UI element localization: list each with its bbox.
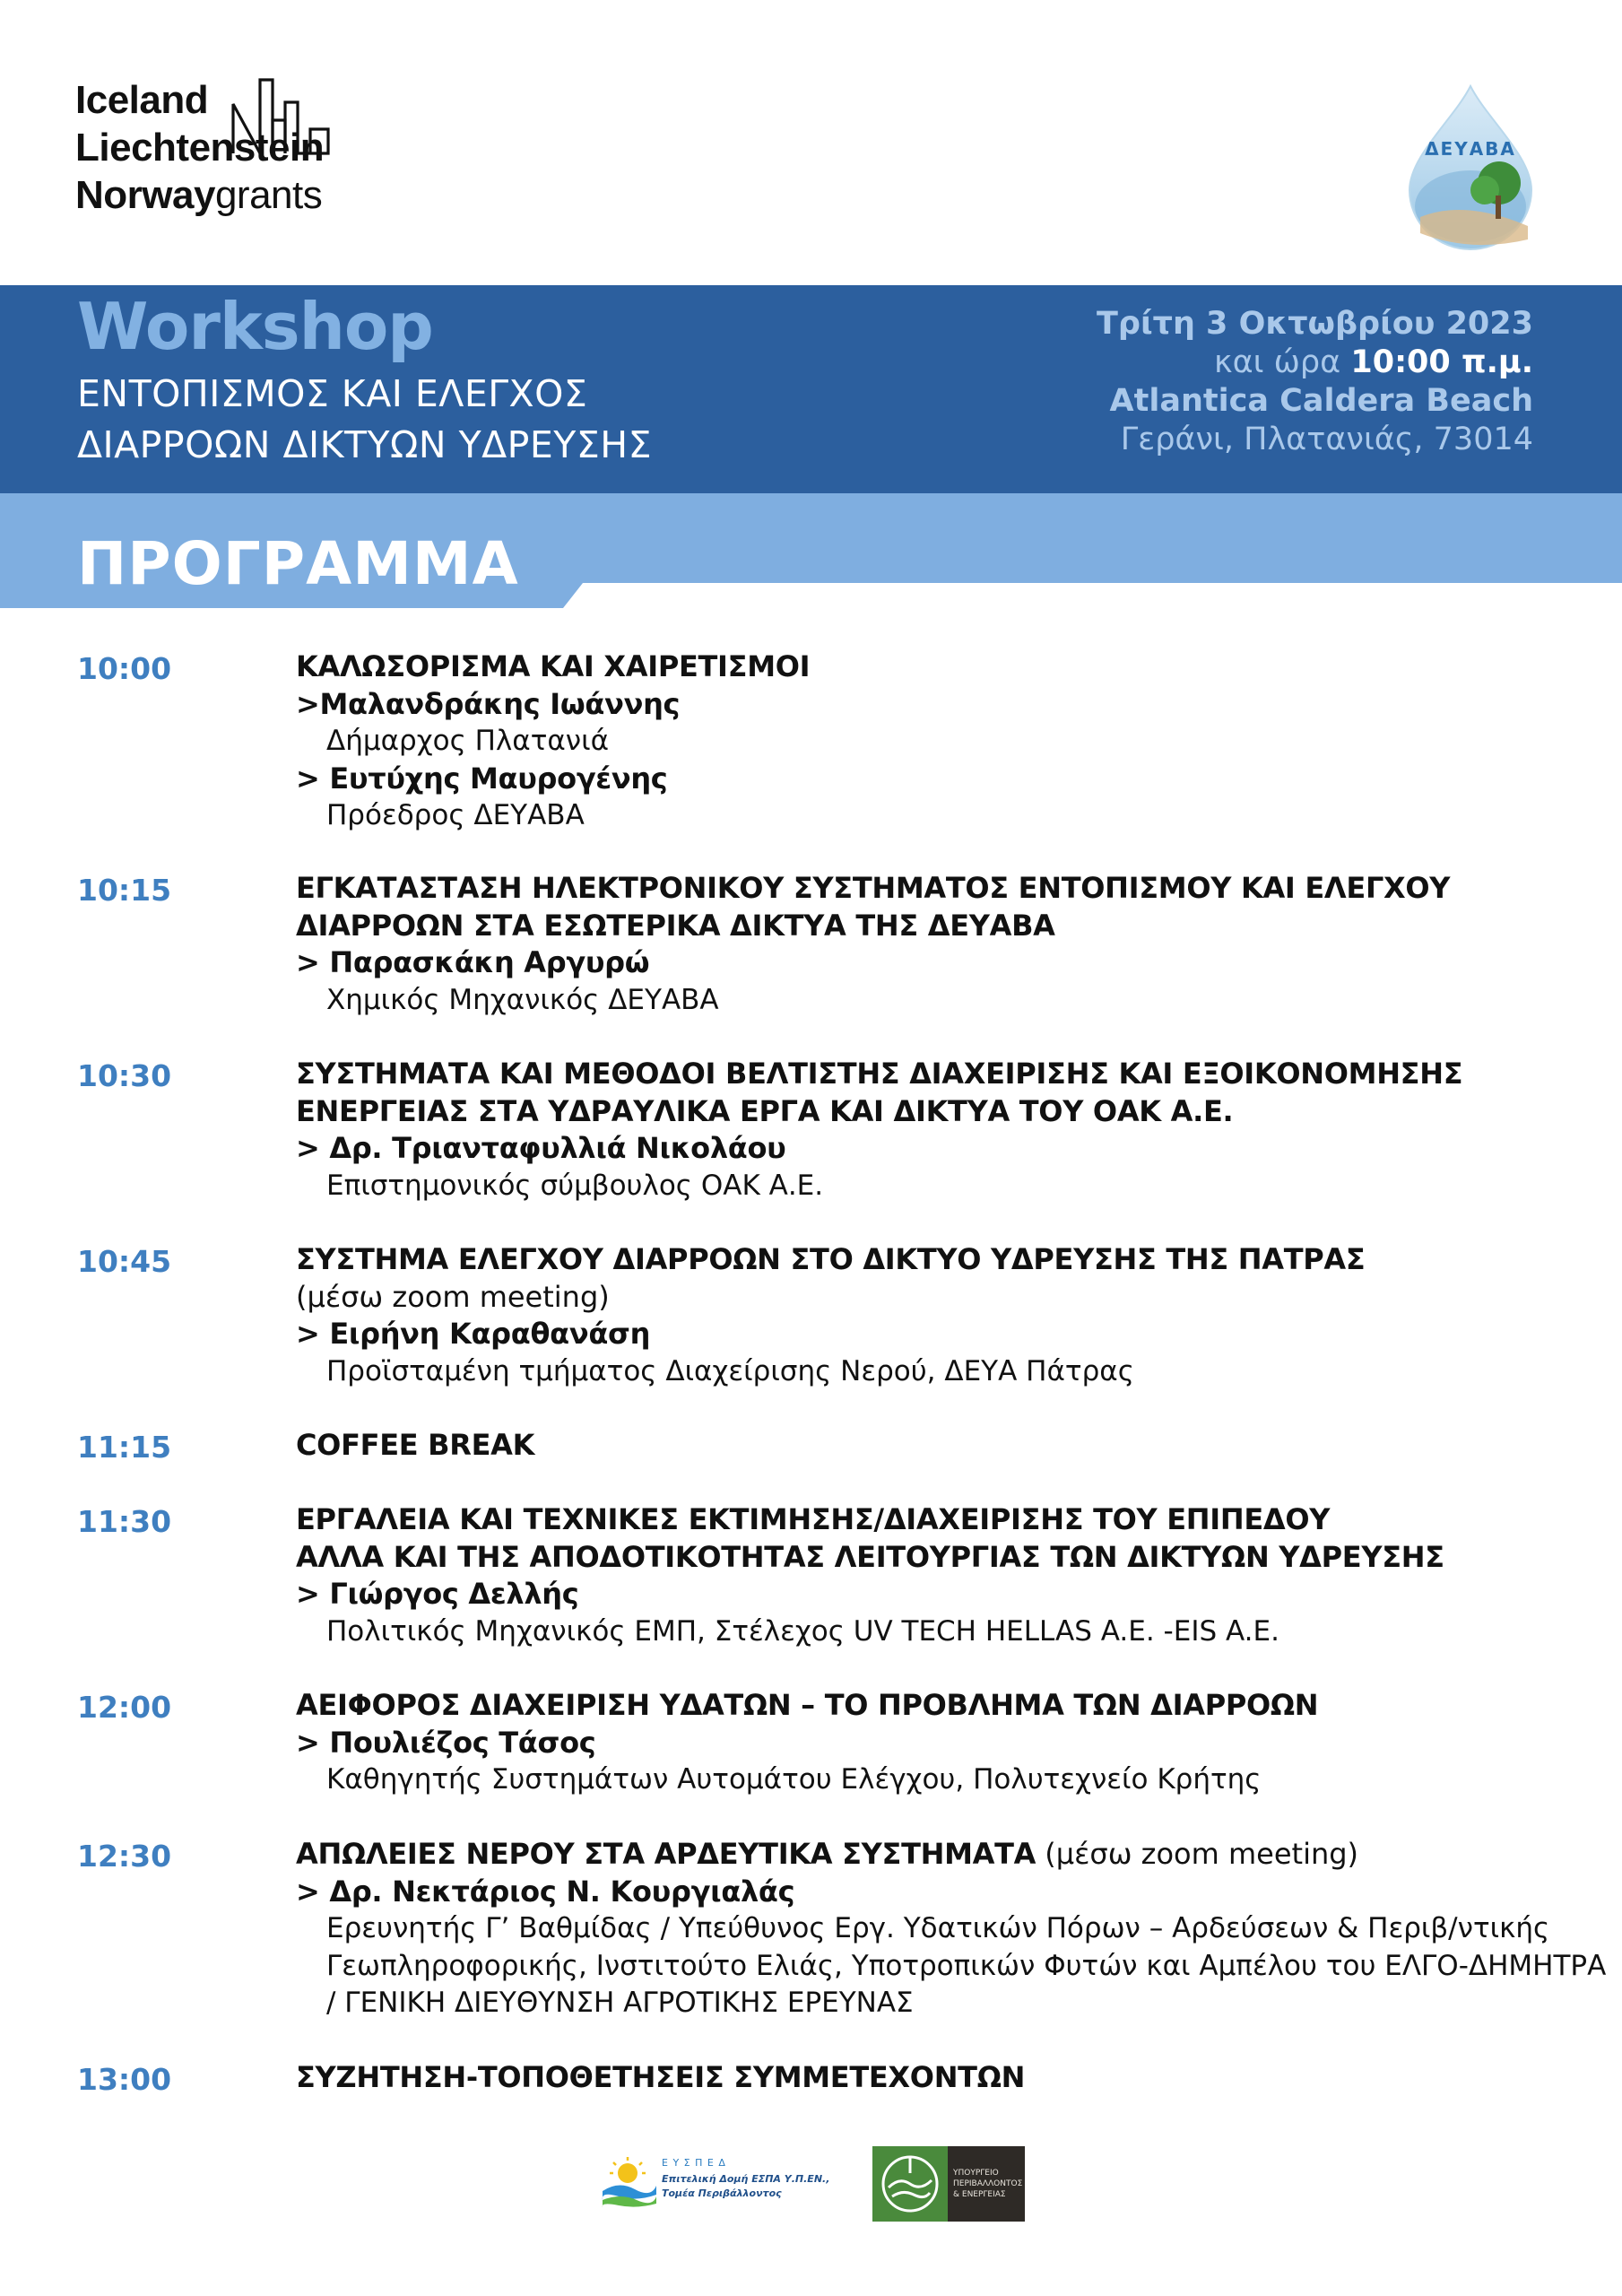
session-title: ΕΓΚΑΤΑΣΤΑΣΗ ΗΛΕΚΤΡΟΝΙΚΟΥ ΣΥΣΤΗΜΑΤΟΣ ΕΝΤΟΠΙΣΜΟΥ ΚΑΙ ΕΛΕΓΧΟΥ xyxy=(296,871,1451,905)
time-slot: 10:00 xyxy=(77,651,172,686)
speaker-role: Καθηγητής Συστημάτων Αυτομάτου Ελέγχου, Πολυτεχνείο Κρήτης xyxy=(326,1763,1262,1796)
session-title: ΕΝΕΡΓΕΙΑΣ ΣΤΑ ΥΔΡΑΥΛΙΚΑ ΕΡΓΑ ΚΑΙ ΔΙΚΤΥΑ ΤΟΥ ΟΑΚ Α.Ε. xyxy=(296,1093,1234,1128)
session-title: COFFEE BREAK xyxy=(296,1428,535,1462)
eyspepd-logo-line3: Τομέα Περιβάλλοντος xyxy=(662,2187,782,2199)
time-slot: 10:45 xyxy=(77,1244,172,1279)
speaker-name: > Δρ. Τριανταφυλλιά Νικολάου xyxy=(296,1131,786,1165)
session-title: ΣΥΣΤΗΜΑ ΕΛΕΓΧΟΥ ΔΙΑΡΡΟΩΝ ΣΤΟ ΔΙΚΤΥΟ ΥΔΡΕΥΣΗΣ ΤΗΣ ΠΑΤΡΑΣ xyxy=(296,1242,1366,1276)
session-note: (μέσω zoom meeting) xyxy=(1036,1837,1359,1871)
time-slot: 12:30 xyxy=(77,1839,172,1874)
speaker-name: > Πουλιέζος Τάσος xyxy=(296,1725,596,1760)
ministry-logo-text xyxy=(953,2168,1022,2200)
schedule-item xyxy=(296,648,1587,835)
ministry-logo xyxy=(872,2146,1025,2222)
speaker-role: Ερευνητής Γ’ Βαθμίδας / Υπεύθυνος Εργ. Υδατικών Πόρων – Αρδεύσεων & Περιβ/ντικής xyxy=(326,1912,1550,1944)
time-slot: 12:00 xyxy=(77,1690,172,1725)
speaker-name: >Μαλανδράκης Ιωάννης xyxy=(296,686,681,721)
session-title: ΣΥΖΗΤΗΣΗ-ΤΟΠΟΘΕΤΗΣΕΙΣ ΣΥΜΜΕΤΕΧΟΝΤΩΝ xyxy=(296,2060,1026,2094)
session-title: ΣΥΣΤΗΜΑΤΑ ΚΑΙ ΜΕΘΟΔΟΙ ΒΕΛΤΙΣΤΗΣ ΔΙΑΧΕΙΡΙΣΗΣ ΚΑΙ ΕΞΟΙΚΟΝΟΜΗΣΗΣ xyxy=(296,1057,1463,1091)
deyaba-logo xyxy=(1402,83,1539,253)
schedule-item xyxy=(296,2059,1587,2097)
schedule-item xyxy=(296,1056,1587,1205)
workshop-title: Workshop xyxy=(77,289,433,364)
ministry-logo-line3: & ΕΝΕΡΓΕΙΑΣ xyxy=(953,2190,1006,2199)
speaker-role: Γεωπληροφορικής, Ινστιτούτο Ελιάς, Υποτροπικών Φυτών και Αμπέλου του ΕΛΓΟ-ΔΗΜΗΤΡΑ xyxy=(326,1949,1607,1982)
speaker-role: Δήμαρχος Πλατανιά xyxy=(326,725,610,757)
speaker-role: Πολιτικός Μηχανικός ΕΜΠ, Στέλεχος UV TECH HELLAS A.E. -EIS A.E. xyxy=(326,1614,1279,1648)
event-address: Γεράνι, Πλατανιάς, 73014 xyxy=(1120,422,1533,457)
eyspepd-logo-line2: Επιτελική Δομή ΕΣΠΑ Υ.Π.ΕΝ., xyxy=(662,2173,830,2185)
event-time xyxy=(1214,344,1533,380)
event-time-prefix: και ώρα xyxy=(1213,344,1341,380)
session-title: ΔΙΑΡΡΟΩΝ ΣΤΑ ΕΣΩΤΕΡΙΚΑ ΔΙΚΤΥΑ ΤΗΣ ΔΕΥΑΒΑ xyxy=(296,908,1055,943)
grants-logo-line3-light: grants xyxy=(214,173,323,217)
schedule-item xyxy=(296,870,1587,1019)
speaker-role: Προϊσταμένη τμήματος Διαχείρισης Νερού, ΔΕΥΑ Πάτρας xyxy=(326,1354,1134,1387)
time-slot: 10:30 xyxy=(77,1058,172,1093)
grants-logo-line1: Iceland xyxy=(75,78,209,122)
ministry-logo-line2: ΠΕΡΙΒΑΛΛΟΝΤΟΣ xyxy=(953,2179,1023,2188)
schedule-item xyxy=(296,1241,1587,1390)
speaker-name: > Δρ. Νεκτάριος Ν. Κουργιαλάς xyxy=(296,1874,795,1909)
speaker-role: Πρόεδρος ΔΕΥΑΒΑ xyxy=(326,799,585,831)
speaker-name: > Παρασκάκη Αργυρώ xyxy=(296,945,650,979)
ministry-emblem-icon xyxy=(872,2146,948,2222)
session-title: ΕΡΓΑΛΕΙΑ ΚΑΙ ΤΕΧΝΙΚΕΣ ΕΚΤΙΜΗΣΗΣ/ΔΙΑΧΕΙΡΙΣΗΣ ΤΟΥ ΕΠΙΠΕΔΟΥ xyxy=(296,1502,1331,1536)
program-heading: ΠΡΟΓΡΑΜΜΑ xyxy=(77,529,519,598)
schedule-item xyxy=(296,1836,1607,2022)
speaker-name: > Ευτύχης Μαυρογένης xyxy=(296,761,668,796)
schedule-item xyxy=(296,1427,1587,1465)
event-time-value: 10:00 π.μ. xyxy=(1350,344,1533,380)
grants-building-icon xyxy=(230,77,333,158)
workshop-subtitle-line2: ΔΙΑΡΡΟΩΝ ΔΙΚΤΥΩΝ ΥΔΡΕΥΣΗΣ xyxy=(77,423,652,466)
speaker-role: Χημικός Μηχανικός ΔΕΥΑΒΑ xyxy=(326,983,719,1016)
event-date: Τρίτη 3 Οκτωβρίου 2023 xyxy=(1097,306,1533,342)
speaker-name: > Γιώργος Δελλής xyxy=(296,1577,579,1611)
session-note: (μέσω zoom meeting) xyxy=(296,1279,610,1314)
session-title: ΚΑΛΩΣΟΡΙΣΜΑ ΚΑΙ ΧΑΙΡΕΤΙΣΜΟΙ xyxy=(296,649,811,683)
water-drop-tree-logo-icon xyxy=(1402,83,1539,253)
speaker-role: Επιστημονικός σύμβουλος ΟΑΚ Α.Ε. xyxy=(326,1169,824,1202)
time-slot: 10:15 xyxy=(77,873,172,908)
time-slot: 13:00 xyxy=(77,2062,172,2097)
deyaba-logo-text: ΔΕΥΑΒΑ xyxy=(1425,138,1516,160)
speaker-role: / ΓΕΝΙΚΗ ΔΙΕΥΘΥΝΣΗ ΑΓΡΟΤΙΚΗΣ ΕΡΕΥΝΑΣ xyxy=(326,1987,914,2019)
session-title: ΑΕΙΦΟΡΟΣ ΔΙΑΧΕΙΡΙΣΗ ΥΔΑΤΩΝ – ΤΟ ΠΡΟΒΛΗΜΑ ΤΩΝ ΔΙΑΡΡΟΩΝ xyxy=(296,1688,1319,1722)
workshop-subtitle-line1: ΕΝΤΟΠΙΣΜΟΣ ΚΑΙ ΕΛΕΓΧΟΣ xyxy=(77,372,588,415)
speaker-name: > Ειρήνη Καραθανάση xyxy=(296,1317,651,1351)
eyspepd-logo xyxy=(601,2155,830,2209)
ministry-logo-line1: ΥΠΟΥΡΓΕΙΟ xyxy=(953,2169,999,2178)
time-slot: 11:15 xyxy=(77,1430,172,1465)
session-title: ΑΛΛΑ ΚΑΙ ΤΗΣ ΑΠΟΔΟΤΙΚΟΤΗΤΑΣ ΛΕΙΤΟΥΡΓΙΑΣ ΤΩΝ ΔΙΚΤΥΩΝ ΥΔΡΕΥΣΗΣ xyxy=(296,1539,1444,1574)
grants-logo-line3-bold: Norway xyxy=(75,173,215,217)
event-venue: Atlantica Caldera Beach xyxy=(1109,383,1533,419)
schedule-item xyxy=(296,1501,1587,1650)
schedule-item xyxy=(296,1687,1587,1799)
session-title: ΑΠΩΛΕΙΕΣ ΝΕΡΟΥ ΣΤΑ ΑΡΔΕΥΤΙΚΑ ΣΥΣΤΗΜΑΤΑ xyxy=(296,1837,1037,1871)
grants-logo-line2: Liechtenstein xyxy=(75,126,325,170)
sun-wave-icon xyxy=(601,2155,656,2209)
eyspepd-logo-line1: Ε Υ Σ Π Ε Δ xyxy=(662,2157,726,2169)
time-slot: 11:30 xyxy=(77,1504,172,1539)
